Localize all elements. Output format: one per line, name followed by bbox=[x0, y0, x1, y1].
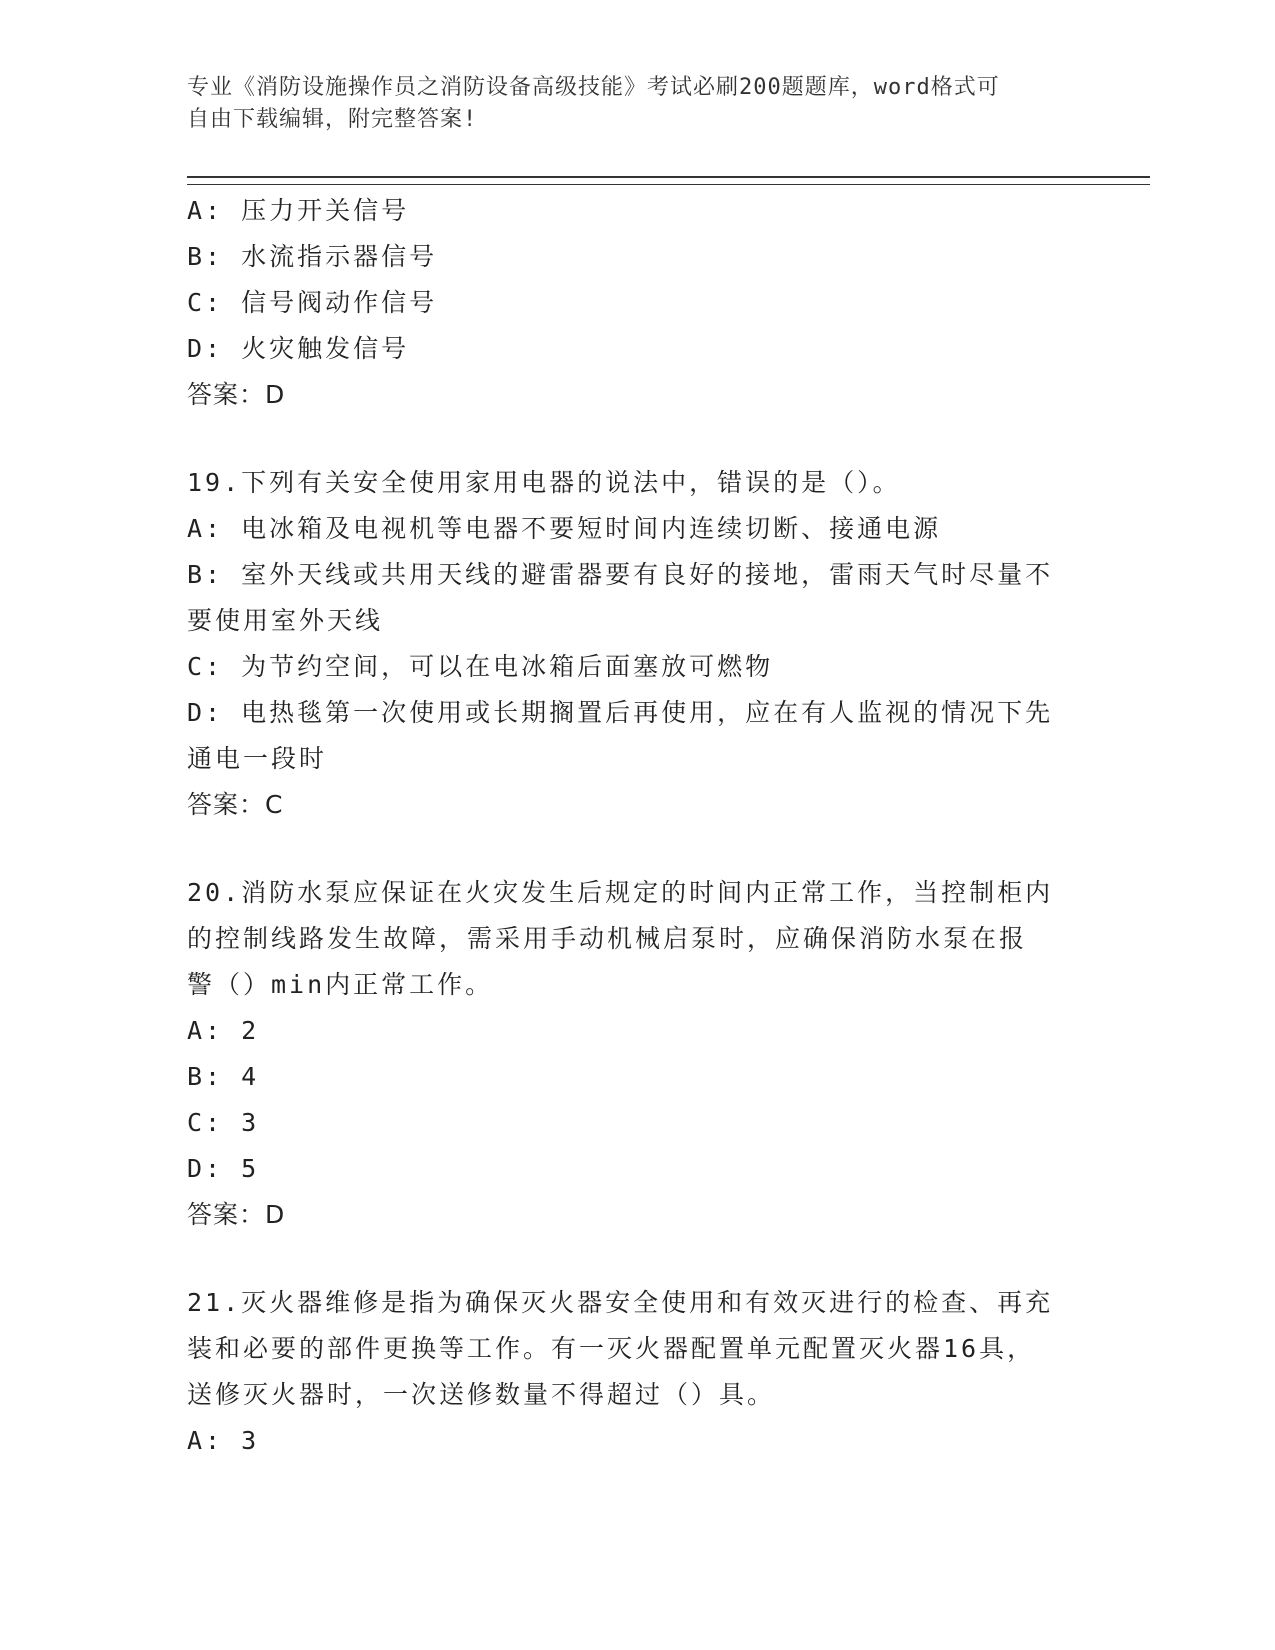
option-d: D: 电热毯第一次使用或长期搁置后再使用，应在有人监视的情况下先 bbox=[187, 698, 1054, 727]
document-header bbox=[187, 72, 1067, 136]
header-divider bbox=[187, 176, 1150, 185]
answer-line: 答案：D bbox=[187, 380, 286, 409]
spacer bbox=[187, 1238, 1087, 1280]
option-c: C: 信号阀动作信号 bbox=[187, 288, 438, 317]
question-text-line-1: 20.消防水泵应保证在火灾发生后规定的时间内正常工作，当控制柜内 bbox=[187, 878, 1054, 907]
option-a: A: 电冰箱及电视机等电器不要短时间内连续切断、接通电源 bbox=[187, 514, 942, 543]
option-b: B: 水流指示器信号 bbox=[187, 242, 438, 271]
header-line-1: 专业《消防设施操作员之消防设备高级技能》考试必刷200题题库，word格式可 bbox=[187, 75, 1000, 100]
option-a: A: 3 bbox=[187, 1426, 260, 1455]
option-d-continued: 通电一段时 bbox=[187, 744, 328, 773]
question-text-line-3: 警（）min内正常工作。 bbox=[187, 970, 494, 999]
option-d: D: 5 bbox=[187, 1154, 260, 1183]
option-c: C: 为节约空间，可以在电冰箱后面塞放可燃物 bbox=[187, 652, 774, 681]
question-text: 19.下列有关安全使用家用电器的说法中，错误的是（）。 bbox=[187, 468, 901, 497]
option-d: D: 火灾触发信号 bbox=[187, 334, 410, 363]
answer-line: 答案：C bbox=[187, 790, 284, 819]
header-line-2: 自由下载编辑，附完整答案! bbox=[187, 107, 478, 132]
question-content bbox=[187, 188, 1087, 1464]
answer-line: 答案：D bbox=[187, 1200, 286, 1229]
option-b-continued: 要使用室外天线 bbox=[187, 606, 384, 635]
option-a: A: 2 bbox=[187, 1016, 260, 1045]
option-a: A: 压力开关信号 bbox=[187, 196, 410, 225]
question-20 bbox=[187, 870, 1087, 1238]
spacer bbox=[187, 828, 1087, 870]
option-b: B: 4 bbox=[187, 1062, 260, 1091]
spacer bbox=[187, 418, 1087, 460]
question-21 bbox=[187, 1280, 1087, 1464]
question-19 bbox=[187, 460, 1087, 828]
option-c: C: 3 bbox=[187, 1108, 260, 1137]
question-text-line-3: 送修灭火器时，一次送修数量不得超过（）具。 bbox=[187, 1380, 776, 1409]
question-text-line-2: 装和必要的部件更换等工作。有一灭火器配置单元配置灭火器16具， bbox=[187, 1334, 1036, 1363]
question-text-line-2: 的控制线路发生故障，需采用手动机械启泵时，应确保消防水泵在报 bbox=[187, 924, 1028, 953]
option-b: B: 室外天线或共用天线的避雷器要有良好的接地，雷雨天气时尽量不 bbox=[187, 560, 1054, 589]
question-text-line-1: 21.灭火器维修是指为确保灭火器安全使用和有效灭进行的检查、再充 bbox=[187, 1288, 1054, 1317]
question-18 bbox=[187, 188, 1087, 418]
